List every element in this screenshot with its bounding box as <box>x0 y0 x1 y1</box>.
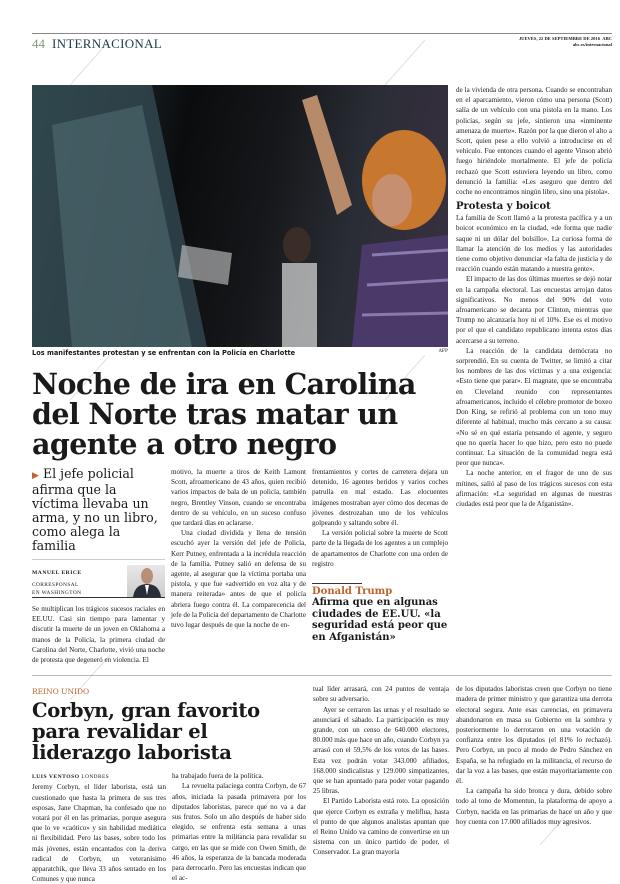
article2-column-3 <box>313 684 449 857</box>
masthead-date <box>519 36 612 48</box>
photo-credit: AFP <box>438 349 448 354</box>
main-article <box>32 85 612 665</box>
section-divider <box>32 675 612 676</box>
date: JUEVES, 22 DE SEPTIEMBRE DE 2016 <box>518 36 600 41</box>
top-rule <box>32 33 612 34</box>
brand: ABC <box>602 36 612 41</box>
paragraph: de los diputados laboristas creen que Corbyn no tiene madera de primer ministro y que garantiza una derrota electoral segura. Ante esas carencias, en primavera abandonaron en masa su Gobierno en la sombra y posteriormente lo derrotaron en una votación de confianza entre los diputados (el 81% lo rechazó). Pero Corbyn, un poco al modo de Pedro Sánchez en España, se ha refugiado en la militancia, el recurso de dar la voz a las bases, que están mayoritariamente con él. <box>456 685 612 786</box>
caption-line <box>32 349 448 357</box>
page-content <box>32 85 612 884</box>
paragraph: Se multiplican los trágicos sucesos raciales en EE.UU. Casi sin tiempo para lamentar y discutir la muerte de un joven en Oklahoma a manos de la Policía, la primera ciudad de Carolina del Norte, Charlotte, vivió una noche de protesta que degeneró en violencia. El <box>32 605 165 665</box>
article2-column-4 <box>456 684 612 827</box>
main-article-left <box>32 85 448 665</box>
paragraph: La reacción de la candidata demócrata no sorprendió. En su cuenta de Twitter, se limitó a citar los nombres de las dos víctimas y a una exigencia: «Esto tiene que parar». El magnate, que se encontraba en Cleveland reunido con representantes afroamericanos, incluido el célebre promotor de boxeo Don King, se refirió al problema con un tono muy diferente al habitual, mucho más cercano a su causa: «No sé en qué estaría pensando el agente, y seguro que no quería hacer lo que hizo, pero esto no puede continuar. La situación de la comunidad negra está peor que nunca». <box>456 346 612 468</box>
page-number: 44 <box>32 36 45 51</box>
article-columns <box>32 467 448 665</box>
bullet-triangle-icon: ▶ <box>32 471 39 481</box>
paragraph: motivo, la muerte a tiros de Keith Lamont Scott, afroamericano de 43 años, quien recibió varios impactos de bala de un policía, también negro, Brentley Vinson, cuando se encontraba dentro de su vehículo, en un suceso confuso que tardará días en aclararse. <box>171 468 306 528</box>
author-role <box>32 581 82 597</box>
paragraph: La revuelta palaciega contra Corbyn, de 67 años, iniciada la pasada primavera por los diputados laboristas, parece que no va a dar sus frutos. Solo un año después de haber sido elegido, se enfrenta esta semana a unas primarias entre la militancia para revalidar su cargo, en las que se mide con Owen Smith, de 46 años, la esperanza de la bancada moderada para derrocarlo. Pero las encuestas indican que el ac- <box>172 782 306 883</box>
section-title: INTERNACIONAL <box>52 36 163 51</box>
paragraph: La versión policial sobre la muerte de Scott parte de la llegada de los agentes a un complejo de apartamentos de Charlotte con una orden de registro <box>312 529 448 568</box>
byline-text <box>32 568 82 597</box>
article-headline: Noche de ira en Carolina del Norte tras matar un agente a otro negro <box>32 367 416 461</box>
paragraph: ha trabajado fuera de la política. <box>172 772 264 781</box>
article2-columns <box>32 771 306 884</box>
paragraph: Una ciudad dividida y llena de tensión escuchó ayer la versión del jefe de Policía, Kerr Putney, enfrentada a la incrédula reacción de la familia. Putney salió en defensa de su agente, al asegurar que la víctima portaba una pistola, y que fue «advertido en voz alta y de manera reiterada» antes de que el policía abriera fuego contra él. La comparecencia del jefe de la Policía del departamento de Charlotte tuvo lugar después de que la noche de en- <box>171 529 306 630</box>
byline <box>32 559 165 598</box>
paragraph: frentamientos y cortes de carretera dejara un detenido, 16 agentes heridos y varios coches patrulla en mal estado. Las elocuentes imágenes mostraban ayer cómo dos decenas de jóvenes destrozaban uno de los vehículos golpeando y saltando sobre él. <box>312 468 448 528</box>
second-article <box>32 684 612 884</box>
article-column-4 <box>456 85 612 509</box>
paragraph: La campaña ha sido bronca y dura, debido sobre todo al tono de Momentun, la plataforma de apoyo a Corbyn, nacida en las primarias de hace un año y que hoy cuenta con 17.000 afiliados muy agresivos. <box>456 787 612 826</box>
second-article-left <box>32 684 306 884</box>
article-subhead <box>32 467 165 553</box>
role-line-1: CORRESPONSAL <box>32 582 79 588</box>
protest-photo <box>32 85 448 347</box>
paragraph: Jeremy Corbyn, el líder laborista, está tan cuestionado que hasta la primera de sus tres esposas, Jane Chapman, ha confesado que no votará por él en las primarias, porque asegura que lo ve «caótico» y sin habilidad mediática ni flexibilidad. Pero las bases, sobre todo los más jóvenes, están encantados con la deriva radical de Corbyn, un veteranísimo apparatchik, que lleva 33 años sentado en los Comunes y que nunca <box>32 783 166 884</box>
paragraph: de la vivienda de otra persona. Cuando se encontraban en el aparcamiento, vieron cómo una persona (Scott) salía de un vehículo con una pistola en la mano. Los policías, según su jefe, sintieron una «inminente amenaza de muerte». Razón por la que dieron el alto a Scott, quien pese a ello volvió a introducirse en el vehículo. Fue entonces cuando el agente Vinson abrió fuego hiriéndole mortalmente. El jefe de policía rechazó que Scott estuviera leyendo un libro, como denunció la familia: «Les aseguro que dentro del coche no encontramos ningún libro, sino una pistola». <box>456 86 612 197</box>
paragraph: El Partido Laborista está roto. La oposición que ejerce Corbyn es extraña y meliflua, hasta el punto de que algunos analistas apuntan que el Reino Unido va camino de convertirse en un sistema con un único partido de poder, el Conservador. La gran mayoría <box>313 797 449 857</box>
paragraph: La noche anterior, en el fragor de uno de sus mítines, salió al paso de los trágicos sucesos con esta afirmación: «La seguridad en algunas de nuestras ciudades está peor que la de Afganistán». <box>456 469 612 508</box>
paragraph: Ayer se cerraron las urnas y el resultado se anunciará el sábado. La participación es muy grande, con un censo de 640.000 electores, 80.000 más que hace un año, cuando Corbyn ya arrasó con el 59,5% de los votos de las bases. Esta vez podrán votar 343.000 afiliados, 168.000 sindicalistas y 129.000 simpatizantes, que se han apuntado para poder votar pagando 25 libras. <box>313 705 449 796</box>
article-column-1 <box>32 467 165 665</box>
article-column-2 <box>171 467 306 630</box>
author-name: LUIS VENTOSO <box>32 774 80 781</box>
sidebar-label: Donald Trump <box>312 586 393 598</box>
article2-headline: Corbyn, gran favorito para revalidar el liderazgo laborista <box>32 699 260 765</box>
section-tag: REINO UNIDO <box>32 687 90 697</box>
article-column-3 <box>312 467 448 643</box>
author-photo <box>127 565 165 597</box>
role-line-2: EN WASHINGTON <box>32 590 82 596</box>
section-url[interactable]: abc.es/internacional <box>572 42 612 47</box>
subheading: Protesta y boicot <box>456 201 551 213</box>
photo-illustration <box>32 85 448 347</box>
paragraph: tual líder arrasará, con 24 puntos de ventaja sobre su adversario. <box>313 685 449 704</box>
article2-byline <box>32 771 166 782</box>
photo-caption: Los manifestantes protestan y se enfrentan con la Policía en Charlotte <box>32 349 296 357</box>
author-name: MANUEL ERICE <box>32 569 82 576</box>
article2-column-1 <box>32 771 166 884</box>
sidebar-rule <box>312 583 362 584</box>
sidebar-quote: Afirma que en algunas ciudades de EE.UU. «la seguridad está peor que en Afganistán» <box>312 597 448 643</box>
paragraph: El impacto de las dos últimas muertes se dejó notar en la campaña electoral. Las encuestas arrojan datos significativos. No menos del 90% del voto afroamericano se decanta por Clinton, mientras que Trump no alcanzaría hoy ni el 10%. Ese es el motivo por el que el candidato republicano intenta estos días acercarse a su terreno. <box>456 275 612 345</box>
paragraph: La familia de Scott llamó a la protesta pacífica y a un boicot económico en la ciudad, «de forma que nadie saque ni un dólar del bolsillo». La curiosa forma de llamar la atención de los medios y las autoridades tiene como objetivo denunciar «la falta de justicia y de reacción cuando están matando a nuestra gente». <box>456 214 612 274</box>
subhead-text: El jefe policial afirma que la víctima llevaba un arma, y no un libro, como alega la familia <box>32 466 158 553</box>
author-location: LONDRES <box>81 774 110 781</box>
article2-column-2 <box>172 771 306 883</box>
